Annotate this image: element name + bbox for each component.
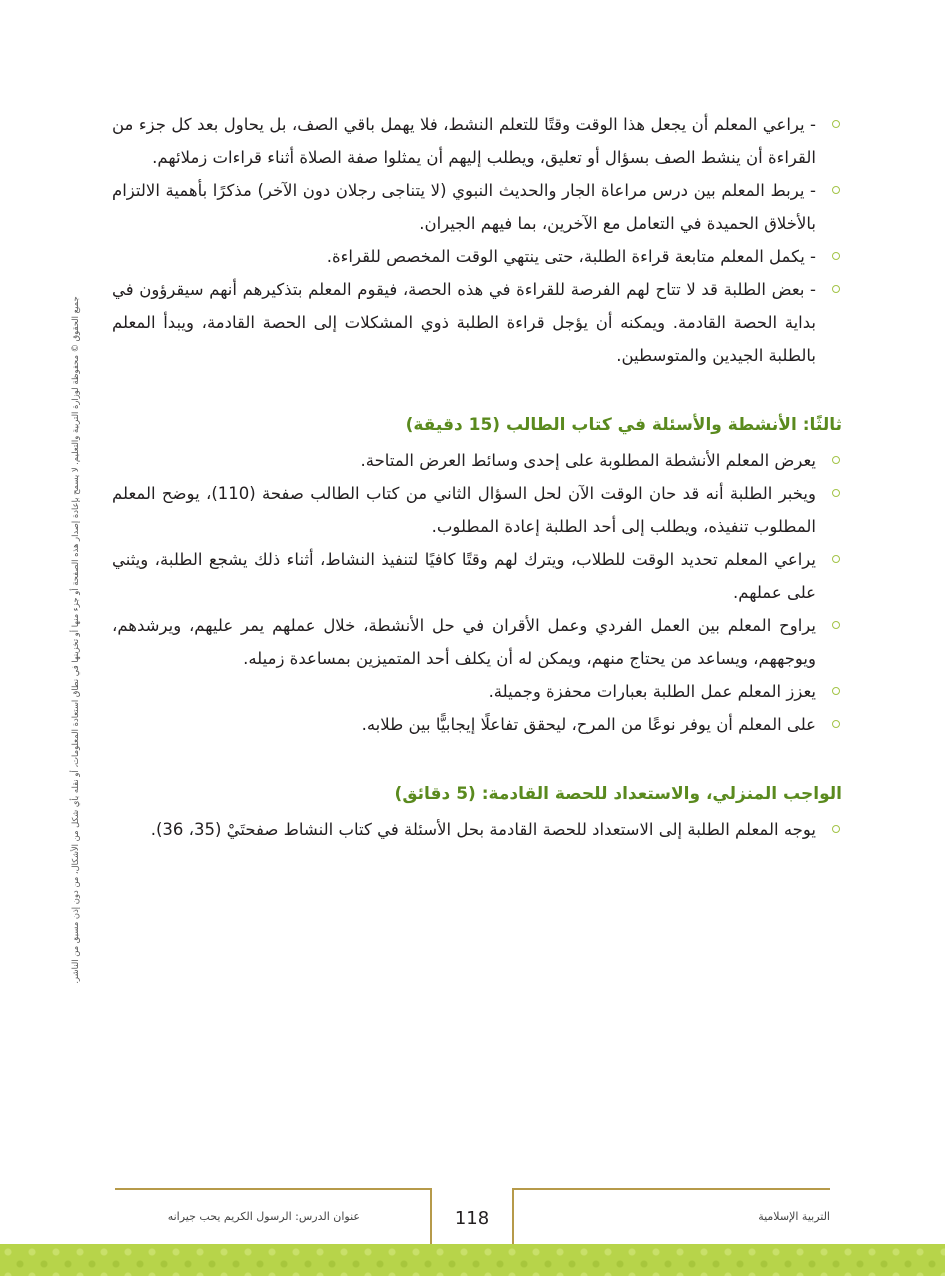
list-item-text: يراوح المعلم بين العمل الفردي وعمل الأقران في حل الأنشطة، خلال عملهم يمر عليهم، ويرشدهم، ويوجههم، ويساعد من يحتاج منهم، ويمكن له أن يكلف أحد المتميزين بمساعدة زميله. — [112, 616, 816, 668]
list-item-text: - يكمل المعلم متابعة قراءة الطلبة، حتى ينتهي الوقت المخصص للقراءة. — [326, 247, 816, 266]
list-item — [112, 444, 842, 477]
list-item-text: يوجه المعلم الطلبة إلى الاستعداد للحصة القادمة بحل الأسئلة في كتاب النشاط صفحتَيْ (35، 36). — [150, 820, 816, 839]
circle-bullet-icon — [832, 285, 840, 293]
list-item — [112, 108, 842, 174]
list-item-text: - بعض الطلبة قد لا تتاح لهم الفرصة للقراءة في هذه الحصة، فيقوم المعلم بتذكيرهم أنهم سيقرؤون في بداية الحصة القادمة. ويمكنه أن يؤجل قراءة الطلبة ذوي المشكلات إلى الحصة القادمة، ويبدأ المعلم بالطلبة الجيدين والمتوسطين. — [112, 280, 816, 365]
homework-list — [112, 813, 842, 846]
circle-bullet-icon — [832, 120, 840, 128]
circle-bullet-icon — [832, 825, 840, 833]
list-item-text: - يربط المعلم بين درس مراعاة الجار والحديث النبوي (لا يتناجى رجلان دون الآخر) مذكرًا بأهمية الالتزام بالأخلاق الحميدة في التعامل مع الآخرين، بما فيهم الجيران. — [112, 181, 816, 233]
list-item — [112, 240, 842, 273]
subject-title: التربية الإسلامية — [758, 1210, 830, 1223]
list-item-text: ويخبر الطلبة أنه قد حان الوقت الآن لحل السؤال الثاني من كتاب الطالب صفحة (110)، يوضح المعلم المطلوب تنفيذه، ويطلب إلى أحد الطلبة إعادة المطلوب. — [112, 484, 816, 536]
list-item — [112, 273, 842, 372]
page-number: 118 — [454, 1208, 490, 1229]
circle-bullet-icon — [832, 687, 840, 695]
copyright-text: جميع الحقوق © محفوظة لوزارة التربية والتعليم. لا يسمح بإعادة إصدار هذه الصفحة أو جزء منها أو تخزينها في نطاق استعادة المعلومات، أو نقله بأي شكل من الأشكال، من دون إذن مسبق من الناشر. — [70, 296, 80, 984]
activities-list — [112, 444, 842, 741]
list-item-text: يراعي المعلم تحديد الوقت للطلاب، ويترك لهم وقتًا كافيًا لتنفيذ النشاط، أثناء ذلك يشجع الطلبة، ويثني على عملهم. — [112, 550, 816, 602]
copyright-side-note — [70, 290, 90, 990]
list-item — [112, 708, 842, 741]
list-item — [112, 675, 842, 708]
list-item — [112, 174, 842, 240]
list-item — [112, 543, 842, 609]
list-item-text: - يراعي المعلم أن يجعل هذا الوقت وقتًا للتعلم النشط، فلا يهمل باقي الصف، بل يحاول بعد كل جزء من القراءة أن ينشط الصف بسؤال أو تعليق، ويطلب إليهم أن يمثلوا صفة الصلاة أثناء قراءات زملائهم. — [112, 115, 816, 167]
list-item — [112, 813, 842, 846]
list-item — [112, 477, 842, 543]
main-content — [112, 108, 842, 846]
list-item-text: يعزز المعلم عمل الطلبة بعبارات محفزة وجميلة. — [488, 682, 816, 701]
intro-section — [112, 108, 842, 372]
circle-bullet-icon — [832, 720, 840, 728]
circle-bullet-icon — [832, 456, 840, 464]
footer-divider-left — [115, 1188, 432, 1190]
circle-bullet-icon — [832, 489, 840, 497]
section-heading-activities: ثالثًا: الأنشطة والأسئلة في كتاب الطالب (15 دقيقة) — [405, 415, 842, 435]
decorative-bottom-band — [0, 1244, 945, 1276]
footer-divider-right — [512, 1188, 830, 1190]
list-item-text: على المعلم أن يوفر نوعًا من المرح، ليحقق تفاعلًا إيجابيًّا بين طلابه. — [361, 715, 816, 734]
lesson-title: عنوان الدرس: الرسول الكريم يحب جيرانه — [167, 1210, 360, 1223]
circle-bullet-icon — [832, 186, 840, 194]
section-heading-homework: الواجب المنزلي، والاستعداد للحصة القادمة: (5 دقائق) — [394, 784, 842, 804]
circle-bullet-icon — [832, 555, 840, 563]
circle-bullet-icon — [832, 252, 840, 260]
list-item — [112, 609, 842, 675]
list-item-text: يعرض المعلم الأنشطة المطلوبة على إحدى وسائط العرض المتاحة. — [360, 451, 816, 470]
circle-bullet-icon — [832, 621, 840, 629]
